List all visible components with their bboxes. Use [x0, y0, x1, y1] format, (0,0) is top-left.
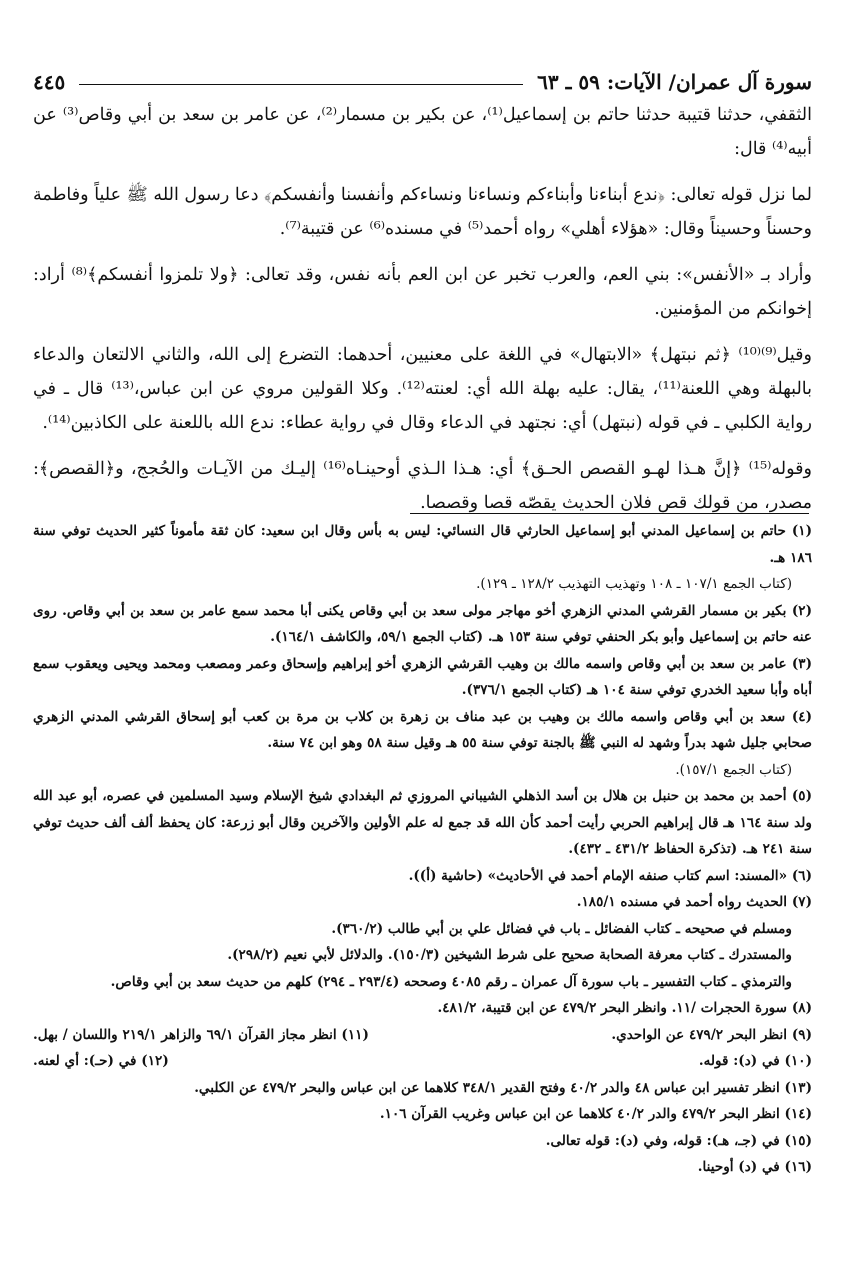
- footnote: (١) حاتم بن إسماعيل المدني أبو إسماعيل الحارثي قال النسائي: ليس به بأس وقال ابن سعيد: كان ثقة مأموناً كثير الحديث توفي سنة ١٨٦ هـ.: [33, 523, 812, 566]
- header-rule: [79, 84, 523, 85]
- footnote: (١١) انظر مجاز القرآن ٦٩/١ والزاهر ٢١٩/١ واللسان / بهل.: [33, 1026, 369, 1043]
- footnote: (١٢) في (حـ): أي لعنه.: [33, 1053, 169, 1069]
- footnote-pair-row: [33, 1022, 812, 1049]
- paragraph: لما نزل قوله تعالى: ﴿ندع أبناءنا وأبناءكم ونساءنا ونساءكم وأنفسنا وأنفسكم﴾ دعا رسول الله ﷺ علياً وفاطمة وحسناً وحسيناً وقال: «هؤلاء أهلي» رواه أحمد⁽⁵⁾ في مسنده⁽⁶⁾ عن قتيبة⁽⁷⁾.: [33, 185, 812, 239]
- footnote-pair-row: [33, 1048, 812, 1075]
- footnote-continuation: (كتاب الجمع ١٥٧/١).: [675, 761, 792, 778]
- running-header: [33, 60, 812, 94]
- footnote: (١٥) في (جـ، هـ): قوله، وفي (د): قوله تعالى.: [545, 1132, 812, 1149]
- chapter-title: سورة آل عمران/ الآيات: ٥٩ ـ ٦٣: [537, 70, 812, 94]
- footnote-continuation: ومسلم في صحيحه ـ كتاب الفضائل ـ باب في فضائل علي بن أبي طالب (٣٦٠/٢).: [331, 920, 792, 937]
- footnote: (٧) الحديث رواه أحمد في مسنده ١٨٥/١.: [576, 894, 812, 910]
- footnote-divider: [410, 513, 809, 514]
- footnote-continuation: والمستدرك ـ كتاب معرفة الصحابة صحيح على شرط الشيخين (١٥٠/٣). والدلائل لأبي نعيم (٢٩٨/٢).: [227, 947, 792, 963]
- paragraph: وقوله⁽¹⁵⁾ ﴿إنَّ هـذا لهـو القصص الحـق﴾ أي: هـذا الـذي أوحينـاه⁽¹⁶⁾ إليـك من الآيـات والحُجج، و﴿القصص﴾: مصدر، من قولك قص فلان الحديث يقصّه قصا وقصصا.: [33, 459, 812, 513]
- paragraph: وأراد بـ «الأنفس»: بني العم، والعرب تخبر عن ابن العم بأنه نفس، وقد تعالى: ﴿ولا تلمزوا أنفسكم﴾⁽⁸⁾ أراد: إخوانكم من المؤمنين.: [33, 265, 812, 319]
- footnote: (٦) «المسند: اسم كتاب صنفه الإمام أحمد في الأحاديث» (حاشية (أ)).: [408, 867, 812, 884]
- footnote-continuation: والترمذي ـ كتاب التفسير ـ باب سورة آل عمران ـ رقم ٤٠٨٥ وصححه (٢٩٣/٤ ـ ٢٩٤) كلهم من حديث سعد بن أبي وقاص.: [110, 973, 792, 990]
- paragraph: وقيل⁽⁹⁾⁽¹⁰⁾ ﴿ثم نبتهل﴾ «الابتهال» في اللغة على معنيين، أحدهما: التضرع إلى الله، والثاني الالتعان والدعاء بالبهلة وهي اللعنة⁽¹¹⁾، يقال: عليه بهلة الله أي: لعنته⁽¹²⁾. وكلا القولين مروي عن ابن عباس،⁽¹³⁾ قال ـ في رواية الكلبي ـ في قوله (نبتهل) أي: نجتهد في الدعاء وقال في رواية عطاء: ندع الله باللعنة على الكاذبين⁽¹⁴⁾.: [33, 345, 813, 433]
- footnote-continuation: (كتاب الجمع ١٠٧/١ ـ ١٠٨ وتهذيب التهذيب ١٢٨/٢ ـ ١٢٩).: [476, 576, 792, 592]
- footnote: (٨) سورة الحجرات /١١. وانظر البحر ٤٧٩/٢ عن ابن قتيبة، ٤٨١/٢.: [437, 1000, 812, 1016]
- footnote: (١٠) في (د): قوله.: [698, 1053, 812, 1069]
- paragraph: الثقفي، حدثنا قتيبة حدثنا حاتم بن إسماعيل⁽¹⁾، عن بكير بن مسمار⁽²⁾، عن عامر بن سعد بن أبي وقاص⁽³⁾ عن أبيه⁽⁴⁾ قال:: [33, 105, 812, 159]
- footnote: (٣) عامر بن سعد بن أبي وقاص واسمه مالك بن وهيب القرشي الزهري أخو إبراهيم وإسحاق وعمر ومصعب ومحمد ويحيى ويعقوب سمع أباه وأبا سعيد الخدري توفي سنة ١٠٤ هـ (كتاب الجمع ٣٧٦/١).: [33, 655, 812, 698]
- footnote: (٥) أحمد بن محمد بن حنبل بن هلال بن أسد الذهلي الشيباني المروزي ثم البغدادي شيخ الإسلام وسيد المسلمين في عصره، أبو عبد الله ولد سنة ١٦٤ هـ قال إبراهيم الحربي رأيت أحمد كأن الله قد جمع له علم الأولين والآخرين وقال أبو زرعة: كان يحفظ ألف ألف حديث توفي سنة ٢٤١ هـ. (تذكرة الحفاظ ٤٣١/٢ ـ ٤٣٢).: [33, 788, 812, 857]
- footnote: (٢) بكير بن مسمار القرشي المدني الزهري أخو مهاجر مولى سعد بن أبي وقاص يكنى أبا محمد سمع عامر بن سعد بن أبي وقاص. روى عنه حاتم بن إسماعيل وأبو بكر الحنفي توفي سنة ١٥٣ هـ. (كتاب الجمع ٥٩/١، والكاشف ١٦٤/١).: [33, 602, 813, 645]
- footnote: (٤) سعد بن أبي وقاص واسمه مالك بن وهيب بن عبد مناف بن زهرة بن كلاب بن مرة بن كعب أبو إسحاق القرشي المدني الزهري صحابي جليل شهد بدراً وشهد له النبي ﷺ بالجنة توفي سنة ٥٥ هـ وقيل سنة ٥٨ وهو ابن ٧٤ سنة.: [33, 708, 813, 751]
- footnotes: [33, 518, 812, 1181]
- footnote: (١٤) انظر البحر ٤٧٩/٢ والدر ٤٠/٢ كلاهما عن ابن عباس وغريب القرآن ١٠٦.: [379, 1106, 812, 1122]
- main-text: [33, 98, 812, 532]
- page-number: ٤٤٥: [33, 70, 66, 94]
- footnote: (١٦) في (د) أوحينا.: [697, 1159, 812, 1175]
- footnote: (١٣) انظر تفسير ابن عباس ٤٨ والدر ٤٠/٢ وفتح القدير ٣٤٨/١ كلاهما عن ابن عباس والبحر ٤٧٩/٢ عن الكلبي.: [194, 1079, 812, 1096]
- footnote: (٩) انظر البحر ٤٧٩/٢ عن الواحدي.: [611, 1026, 812, 1043]
